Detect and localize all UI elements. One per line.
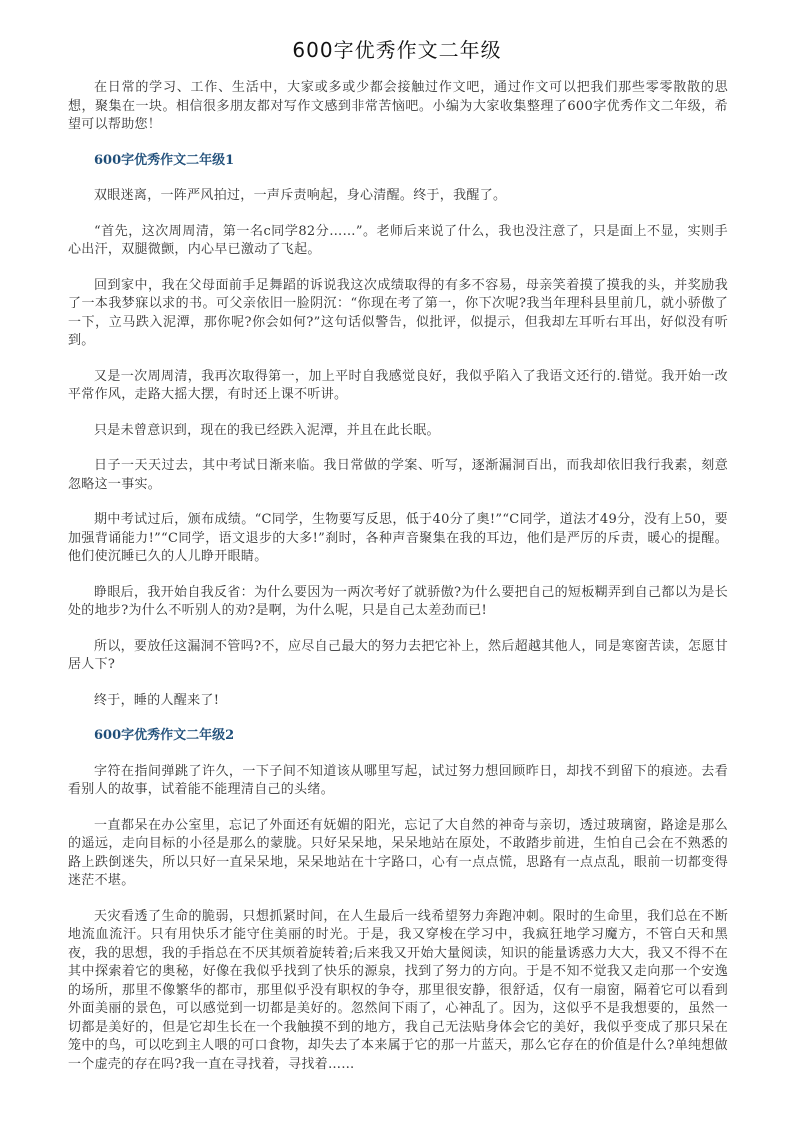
essay-1 (68, 152, 728, 711)
essay-heading: 600字优秀作文二年级1 (94, 152, 235, 168)
essay-paragraph: 睁眼后，我开始自我反省：为什么要因为一两次考好了就骄傲?为什么要把自己的短板糊弄到自己都以为是长处的地步?为什么不听别人的劝?是啊，为什么呢，只是自己太差劲而已! (68, 584, 728, 618)
essay-paragraph: 字符在指间弹跳了许久，一下子间不知道该从哪里写起，试过努力想回顾昨日，却找不到留下的痕迹。去看看别人的故事，试着能不能理清自己的头绪。 (68, 763, 728, 797)
essay-paragraph: 只是未曾意识到，现在的我已经跌入泥潭，并且在此长眠。 (94, 422, 440, 438)
essay-2 (68, 727, 728, 1074)
document-body (68, 79, 728, 1091)
essay-paragraph: “首先，这次周周清，第一名c同学82分……”。老师后来说了什么，我也没注意了，只是面上不显，实则手心出汗，双腿微颤，内心早已激动了飞起。 (68, 223, 728, 257)
document-title: 600字优秀作文二年级 (292, 38, 502, 62)
essay-paragraph: 期中考试过后，颁布成绩。“C同学，生物要写反思，低于40分了奥!”“C同学，道法才49分，没有上50，要加强背诵能力!”“C同学，语文退步的大多!”刹时，各种声音聚集在我的耳边，他们是严厉的斥责，暖心的提醒。他们使沉睡已久的人儿睁开眼睛。 (68, 512, 728, 564)
essay-paragraph: 回到家中，我在父母面前手足舞蹈的诉说我这次成绩取得的有多不容易，母亲笑着摸了摸我的头，并奖励我了一本我梦寐以求的书。可父亲依旧一脸阴沉：“你现在考了第一，你下次呢?我当年理科县里前几，就小骄傲了一下，立马跌入泥潭，那你呢?你会如何?”这句话似警告，似批评，似提示，但我却左耳听右耳出，好似没有听到。 (68, 277, 728, 348)
essay-paragraph: 日子一天天过去，其中考试日渐来临。我日常做的学案、听写，逐渐漏洞百出，而我却依旧我行我素，刻意忽略这一事实。 (68, 458, 728, 492)
intro-paragraph: 在日常的学习、工作、生活中，大家或多或少都会接触过作文吧，通过作文可以把我们那些零零散散的思想，聚集在一块。相信很多朋友都对写作文感到非常苦恼吧。小编为大家收集整理了600字优秀作文二年级，希望可以帮助您！ (68, 80, 728, 132)
essay-paragraph: 所以，要放任这漏洞不管吗?不，应尽自己最大的努力去把它补上，然后超越其他人，同是寒窗苦读，怎愿甘居人下? (68, 638, 728, 672)
essay-paragraph: 终于，睡的人醒来了! (94, 692, 220, 708)
essay-paragraph: 一直都呆在办公室里，忘记了外面还有妩媚的阳光，忘记了大自然的神奇与亲切，透过玻璃窗，路途是那么的遥远，走向目标的小径是那么的蒙胧。只好呆呆地，呆呆地站在原处，不敢踏步前进，生怕自己会在不熟悉的路上跌倒迷失，所以只好一直呆呆地，呆呆地站在十字路口，心有一点点慌，思路有一点点乱，眼前一切都变得迷茫不堪。 (68, 817, 728, 888)
essay-paragraph: 天灾看透了生命的脆弱，只想抓紧时间，在人生最后一线希望努力奔跑冲刺。限时的生命里，我们总在不断地流血流汗。只有用快乐才能守住美丽的时光。于是，我又穿梭在学习中，我疯狂地学习魔方，不管白天和黑夜，我的思想，我的手指总在不厌其烦着旋转着;后来我又开始大量阅读，知识的能量诱惑力大大，我又不得不在其中探索着它的奥秘，好像在我似乎找到了快乐的源泉，找到了努力的方向。于是不知不觉我又走向那一个安逸的场所，那里不像繁华的都市，那里似乎没有职权的争夺，那里很安静，很舒适，仅有一扇窗，隔着它可以看到外面美丽的景色，可以感觉到一切都是美好的。忽然间下雨了，心神乱了。因为，这似乎不是我想要的，虽然一切都是美好的，但是它却生长在一个我触摸不到的地方，我自己无法贴身体会它的美好，我似乎变成了那只呆在笼中的鸟，可以吃到主人喂的可口食物，却失去了本来属于它的那一片蓝天，那么它存在的价值是什么?单纯想做一个虚壳的存在吗?我一直在寻找着，寻找着…… (68, 908, 728, 1072)
essay-heading: 600字优秀作文二年级2 (94, 728, 235, 743)
essay-paragraph: 又是一次周周清，我再次取得第一，加上平时自我感觉良好，我似乎陷入了我语文还行的.错觉。我开始一改平常作风，走路大摇大摆，有时还上课不听讲。 (68, 368, 728, 402)
essay-paragraph: 双眼迷离，一阵严风拍过，一声斥责响起，身心清醒。终于，我醒了。 (94, 188, 507, 203)
